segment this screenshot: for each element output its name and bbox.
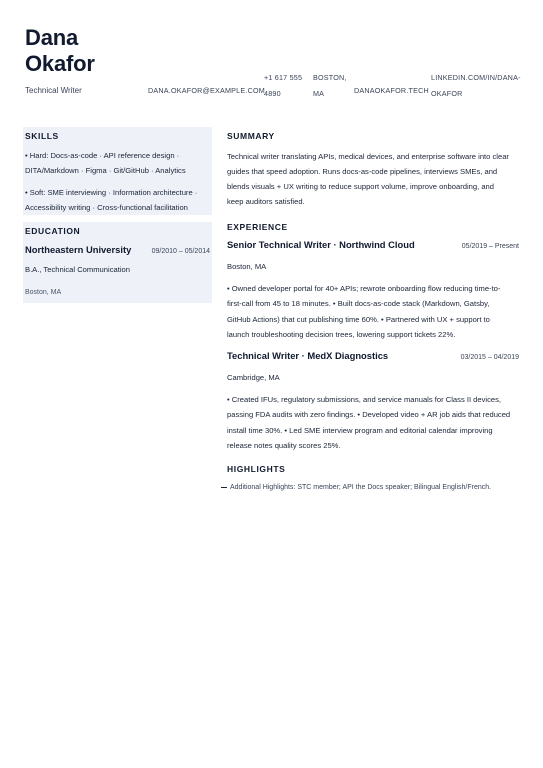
soft-skills-line1: • Soft: SME interviewing · Information architecture · <box>25 188 198 197</box>
summary-line: guides that speed adoption. Runs docs-as-code pipelines, interviews SMEs, and <box>227 167 498 176</box>
summary-line: blends visuals + UX writing to reduce support volume, improve onboarding, and <box>227 182 494 191</box>
education-section <box>23 222 212 303</box>
contact-phone-line2: 4890 <box>264 89 281 98</box>
education-entry <box>25 244 210 255</box>
soft-skills <box>25 185 210 215</box>
job-description-line: release notes quality scores 25%. <box>227 441 341 451</box>
education-degree: B.A., Technical Communication <box>25 265 130 274</box>
job-title: Senior Technical Writer · Northwind Cloud <box>227 239 415 250</box>
job-location: Cambridge, MA <box>227 373 280 383</box>
summary-line: Technical writer translating APIs, medical devices, and enterprise software into clear <box>227 152 509 161</box>
job-description-line: passing FDA audits with zero findings. • Developed video + AR job aids that reduced <box>227 410 511 420</box>
contact-location-line2: MA <box>313 89 325 98</box>
skills-title: SKILLS <box>25 131 59 141</box>
first-name: Dana <box>25 25 78 50</box>
summary-title: SUMMARY <box>227 131 275 141</box>
experience-entry <box>227 239 519 342</box>
experience-title: EXPERIENCE <box>227 222 288 232</box>
job-header <box>227 239 519 250</box>
highlights-text: Additional Highlights: STC member; API the Docs speaker; Bilingual English/French. <box>230 484 492 492</box>
left-column <box>23 127 212 303</box>
education-school: Northeastern University <box>25 244 132 255</box>
highlights-item <box>221 484 519 491</box>
hard-skills <box>25 148 210 178</box>
summary-text <box>227 149 519 209</box>
job-description-line: • Owned developer portal for 40+ APIs; rewrote onboarding flow reducing time-to- <box>227 284 501 293</box>
right-column <box>227 131 519 491</box>
summary-line: keep auditors satisfied. <box>227 197 305 206</box>
education-location: Boston, MA <box>25 289 62 296</box>
job-location: Boston, MA <box>227 262 267 271</box>
hard-skills-line2: DITA/Markdown · Figma · Git/GitHub · Analytics <box>25 166 186 175</box>
job-dates: 05/2019 – Present <box>461 243 519 250</box>
contact-phone <box>264 70 302 102</box>
highlights-title: HIGHLIGHTS <box>227 464 286 475</box>
contact-phone-line1: +1 617 555 <box>264 73 303 82</box>
last-name: Okafor <box>25 51 95 76</box>
dash-icon <box>221 487 227 488</box>
soft-skills-line2: Accessibility writing · Cross-functional facilitation <box>25 203 188 212</box>
job-role: Technical Writer <box>25 86 82 95</box>
job-dates: 03/2015 – 04/2019 <box>460 354 519 362</box>
skills-section <box>23 127 212 215</box>
contact-email[interactable]: DANA.OKAFOR@EXAMPLE.COM <box>148 86 265 95</box>
job-description <box>227 392 519 453</box>
job-description-line: launch troubleshooting decision trees, lowering support tickets 22%. <box>227 329 456 339</box>
contact-linkedin-line1: LINKEDIN.COM/IN/DANA- <box>431 73 521 82</box>
hard-skills-line1: • Hard: Docs-as-code · API reference design · <box>25 151 180 160</box>
contact-location-line1: BOSTON, <box>313 73 347 82</box>
experience-entry <box>227 350 519 453</box>
candidate-name <box>25 25 95 77</box>
contact-linkedin-line2: OKAFOR <box>431 89 463 98</box>
job-title: Technical Writer · MedX Diagnostics <box>227 350 389 362</box>
education-title: EDUCATION <box>25 226 81 236</box>
job-description-line: first-call from 45 to 18 minutes. • Built docs-as-code stack (Markdown, Gatsby, <box>227 299 490 309</box>
job-description <box>227 281 519 342</box>
education-dates: 09/2010 – 05/2014 <box>151 248 210 255</box>
contact-website[interactable]: DANAOKAFOR.TECH <box>354 86 429 95</box>
job-description-line: install time 30%. • Led SME interview program and editorial calendar improving <box>227 425 493 435</box>
job-header <box>227 350 519 361</box>
job-description-line: GitHub Actions) that cut publishing time 60%. • Partnered with UX + support to <box>227 314 490 324</box>
job-description-line: • Created IFUs, regulatory submissions, and service manuals for Class II devices, <box>227 395 502 405</box>
contact-location <box>313 70 347 102</box>
contact-linkedin[interactable] <box>431 70 521 102</box>
